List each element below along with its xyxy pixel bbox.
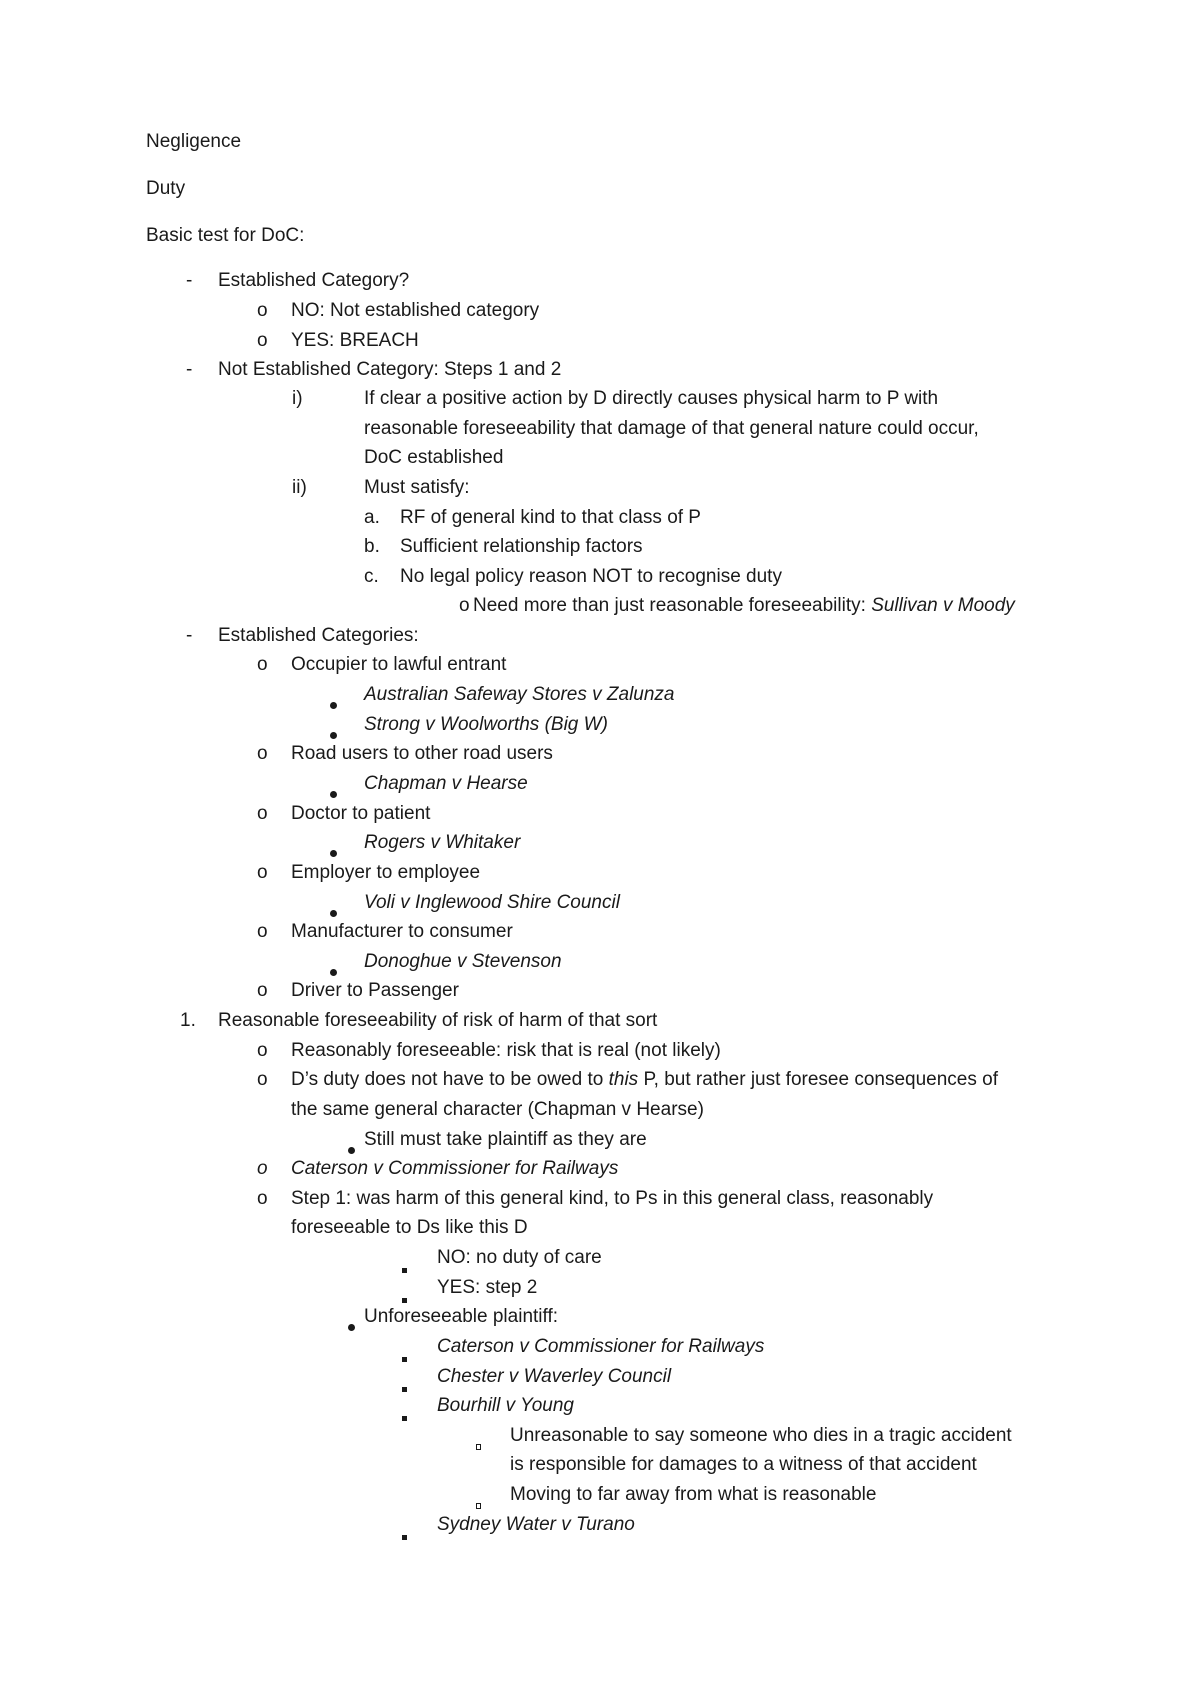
case-name: Caterson v Commissioner for Railways [437,1336,765,1357]
line-text: NO: no duty of care [437,1247,602,1268]
line-text: Road users to other road users [291,743,553,764]
list-marker [476,1433,481,1457]
document-line [218,624,419,648]
document-line [146,130,241,154]
line-text: Still must take plaintiff as they are [364,1129,647,1150]
list-marker [402,1256,407,1280]
line-text: Driver to Passenger [291,980,459,1001]
document-line [218,358,561,382]
list-marker: o [257,300,268,321]
case-name: Sydney Water v Turano [437,1514,635,1535]
case-name: Caterson v Commissioner for Railways [291,1158,619,1179]
bullet-dot-icon [330,910,337,917]
line-text: Employer to employee [291,862,481,883]
document-line [364,713,608,737]
document-line [291,979,459,1003]
line-text: Step 1: was harm of this general kind, to Ps in this general class, reasonably [291,1188,934,1209]
document-line [437,1246,602,1270]
bullet-dot-icon [330,969,337,976]
document-line [364,891,620,915]
bullet-square-icon [402,1387,407,1392]
list-marker: - [186,625,193,646]
line-text: No legal policy reason NOT to recognise duty [400,566,782,587]
document-line [291,1157,618,1181]
bullet-dot-icon [330,732,337,739]
list-marker: o [459,595,470,616]
line-text: D’s duty does not have to be owed to [291,1069,609,1090]
list-marker: o [257,803,268,824]
line-text: Manufacturer to consumer [291,921,513,942]
document-line [291,1187,933,1211]
list-marker: c. [364,566,379,587]
case-name: Chapman v Hearse [364,773,528,794]
bullet-hollow-square-icon [476,1444,481,1450]
list-marker [402,1523,407,1547]
list-marker [348,1314,355,1338]
list-marker: o [257,654,268,675]
document-line [364,831,520,855]
bullet-dot-icon [348,1324,355,1331]
document-line [291,802,430,826]
document-line [291,329,419,353]
line-text: If clear a positive action by D directly causes physical harm to P with [364,388,939,409]
list-marker: o [257,921,268,942]
document-line [364,950,562,974]
line-text: DoC established [364,447,504,468]
line-text: Must satisfy: [364,477,470,498]
bullet-square-icon [402,1416,407,1421]
list-marker: - [186,359,193,380]
list-marker [330,692,337,716]
bullet-dot-icon [330,791,337,798]
bullet-dot-icon [348,1147,355,1154]
document-line [510,1483,876,1507]
document-line [364,772,528,796]
list-marker: ii) [292,477,307,498]
case-name: Sullivan v Moody [871,595,1015,616]
list-marker: o [257,1188,268,1209]
line-text: Need more than just reasonable foreseeability: [473,595,872,616]
line-text: Unforeseeable plaintiff: [364,1306,558,1327]
list-marker [402,1345,407,1369]
line-text: Occupier to lawful entrant [291,654,507,675]
document-line [146,177,185,201]
list-marker: b. [364,536,380,557]
document-line [437,1394,574,1418]
document-line [364,683,675,707]
list-marker: o [257,1040,268,1061]
line-text: NO: Not established category [291,300,540,321]
line-text: Established Category? [218,270,410,291]
line-text: Reasonable foreseeability of risk of harm of that sort [218,1010,658,1031]
document-line [291,1039,721,1063]
document-line [364,446,503,470]
document-line [400,535,643,559]
line-text-continued: P, but rather just foresee consequences of [638,1069,998,1090]
list-marker: o [257,980,268,1001]
line-text: Sufficient relationship factors [400,536,643,557]
line-text: Unreasonable to say someone who dies in a tragic accident [510,1425,1012,1446]
document-line [291,299,539,323]
document-line [400,565,782,589]
document-line [291,1068,998,1092]
document-line [510,1453,977,1477]
line-text: the same general character (Chapman v Hearse) [291,1099,704,1120]
bullet-dot-icon [330,850,337,857]
document-line [218,269,409,293]
list-marker: o [257,1158,268,1179]
document-line [437,1276,537,1300]
list-marker: o [257,1069,268,1090]
bullet-hollow-square-icon [476,1503,481,1509]
case-name: Chester v Waverley Council [437,1366,672,1387]
document-line [473,594,1015,618]
list-marker: - [186,270,193,291]
list-marker: a. [364,507,380,528]
bullet-square-icon [402,1535,407,1540]
list-marker: o [257,743,268,764]
list-marker: i) [292,388,303,409]
line-text: reasonable foreseeability that damage of that general nature could occur, [364,418,979,439]
line-text: Duty [146,178,186,199]
document-line [400,506,701,530]
document-line [437,1513,635,1537]
case-name: Strong v Woolworths (Big W) [364,714,608,735]
case-name: this [608,1069,639,1090]
line-text: foreseeable to Ds like this D [291,1217,528,1238]
bullet-dot-icon [330,702,337,709]
document-line [218,1009,657,1033]
line-text: Doctor to patient [291,803,431,824]
case-name: Rogers v Whitaker [364,832,521,853]
document-line [510,1424,1012,1448]
line-text: Reasonably foreseeable: risk that is real (not likely) [291,1040,721,1061]
document-line [291,1216,528,1240]
document-line [437,1365,671,1389]
document-line [291,1098,704,1122]
document-line [291,653,506,677]
case-name: Bourhill v Young [437,1395,574,1416]
document-line [291,742,553,766]
document-line [364,387,938,411]
list-marker: o [257,330,268,351]
line-text: Moving to far away from what is reasonable [510,1484,877,1505]
document-line [364,1128,647,1152]
document-line [364,476,470,500]
line-text: Not Established Category: Steps 1 and 2 [218,359,562,380]
document-line [364,417,979,441]
line-text: Negligence [146,131,242,152]
bullet-square-icon [402,1268,407,1273]
document-line [291,920,513,944]
case-name: Australian Safeway Stores v Zalunza [364,684,675,705]
document-line [146,224,304,248]
line-text: YES: BREACH [291,330,419,351]
list-marker: o [257,862,268,883]
line-text: Basic test for DoC: [146,225,305,246]
line-text: YES: step 2 [437,1277,538,1298]
line-text: is responsible for damages to a witness of that accident [510,1454,977,1475]
case-name: Voli v Inglewood Shire Council [364,892,620,913]
list-marker [402,1375,407,1399]
document-line [364,1305,558,1329]
bullet-square-icon [402,1298,407,1303]
list-marker [402,1404,407,1428]
line-text: Established Categories: [218,625,419,646]
bullet-square-icon [402,1357,407,1362]
line-text: RF of general kind to that class of P [400,507,701,528]
case-name: Donoghue v Stevenson [364,951,562,972]
list-marker: 1. [180,1010,196,1031]
document-line [437,1335,764,1359]
document-line [291,861,480,885]
